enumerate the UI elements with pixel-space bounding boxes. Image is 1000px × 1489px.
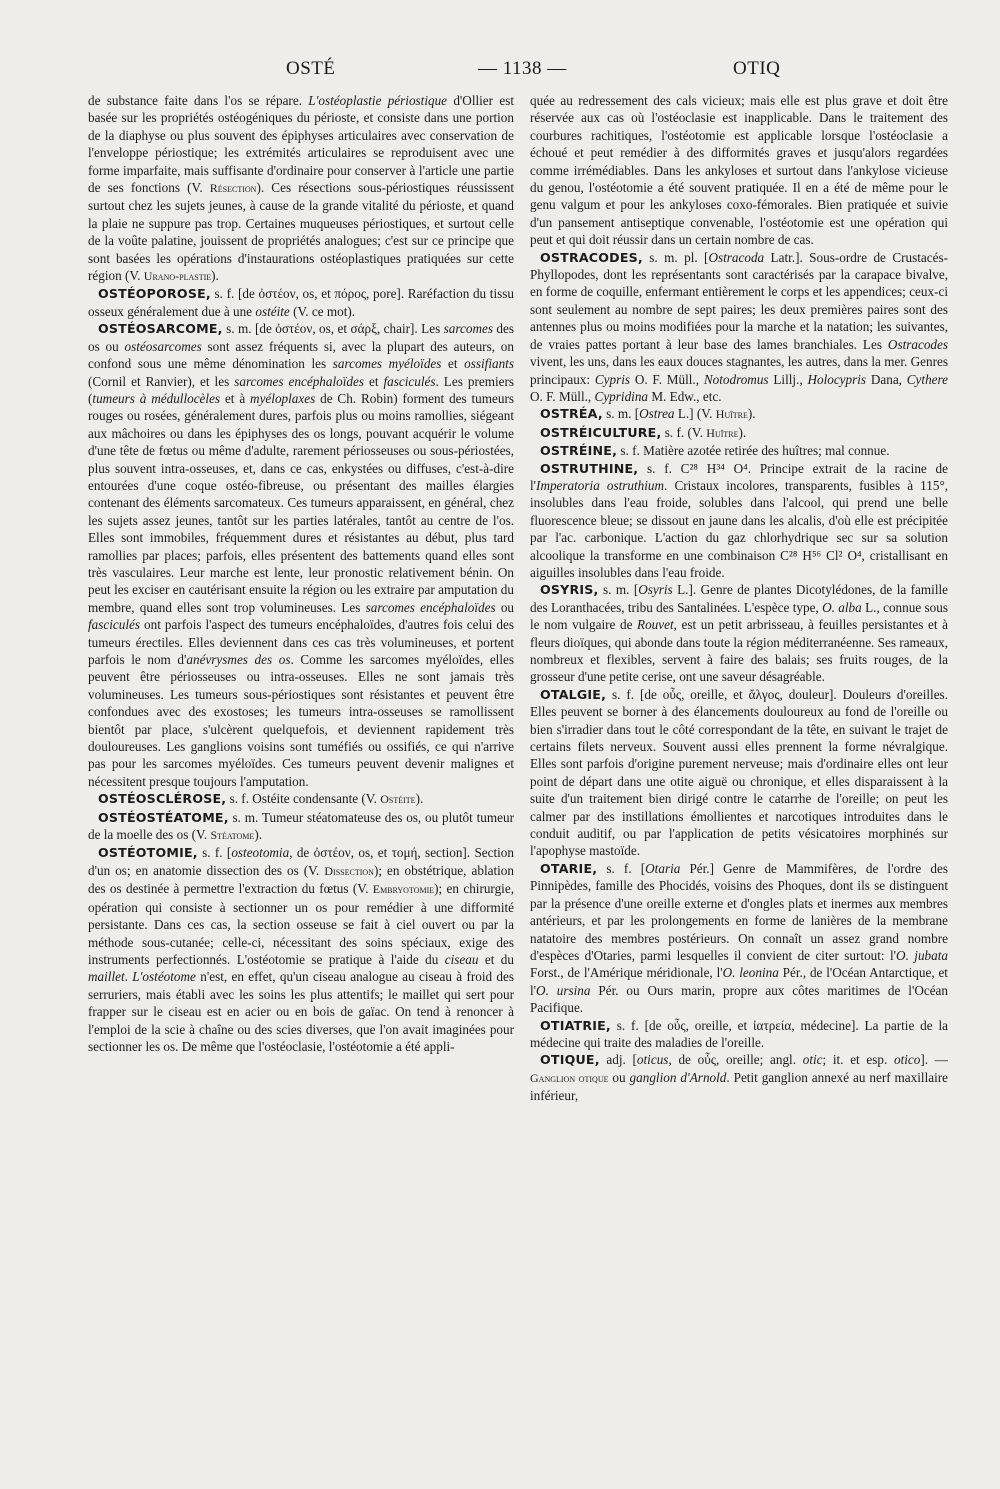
entry-text: adj. [	[599, 1052, 637, 1068]
italic-term: Imperatoria ostruthium	[536, 477, 665, 493]
entry-text: Pér. ou Ours marin, propre aux côtes maritimes de l'Océan Pacifique.	[530, 982, 948, 1016]
entry-text: s. f. C²⁸ H³⁴ O⁴. Principe extrait de la racine de l'	[530, 460, 948, 493]
italic-term: maillet	[88, 969, 125, 985]
entry-text: s. m. [	[602, 406, 640, 422]
entry-headword: OSTRÉA,	[540, 406, 603, 422]
header-left-guide-word: OSTÉ	[286, 58, 336, 79]
italic-term: Holocypris	[807, 371, 867, 387]
entry-headword: OSTÉOPOROSE,	[98, 286, 211, 302]
entry-text: s. f. [	[197, 845, 232, 861]
italic-term: Cypridina	[594, 388, 649, 404]
dictionary-entry	[88, 92, 514, 285]
entry-text: ). Ces résections sous-périostiques réussissent surtout chez les sujets jeunes, à cause de la grande vitalité du périoste, et quand la plaie ne suppure pas trop. Certaines muqueuses périostiques, et surtout celle de la voûte palatine, jouissent de propriétés analogues; c'est sur ce principe que sont basées les opérations d'instaurations ostéoplastiques pratiquées sur cette région (V.	[88, 180, 514, 284]
entry-text: et	[363, 373, 384, 389]
cross-reference: Huître	[715, 407, 748, 422]
italic-term: fasciculés	[88, 617, 141, 633]
italic-term: sarcomes encéphaloïdes	[234, 373, 364, 389]
cross-reference: Résection	[209, 181, 257, 196]
dictionary-entry	[530, 424, 948, 442]
entry-text: Pér., de l'Océan Antarctique, et l'	[530, 965, 948, 998]
dictionary-entry	[530, 405, 948, 423]
italic-term: sarcomes encéphaloïdes	[365, 599, 496, 615]
entry-text: , de ὀστέον, os, et τομή, section]. Section d'un os; en anatomie dissection des os (V.	[88, 845, 514, 878]
page-number: — 1138 —	[478, 58, 567, 79]
dictionary-entry	[88, 790, 514, 808]
entry-headword: OTALGIE,	[540, 686, 607, 702]
entry-text: . Les premiers (	[88, 373, 514, 406]
entry-text: quée au redressement des cals vicieux; mais elle est plus grave et doit être réservée aux cas où l'ostéoclasie est inapplicable. Dans le traitement des courbures rachitiques, l'ostéotomie est applicable lorsque l'ostéoclasie a échoué et peut remédier à des difformités graves et jusqu'alors regardées comme irrémédiables. Dans les ankyloses et surtout dans l'ankylose vicieuse du genou, l'ostéotomie a été souvent pratiquée. Il en a été de même pour le genu valgum et pour les ankyloses coxo-fémorales. Bien pratiquée et suivie d'un pansement antiseptique convenable, l'ostéotomie est une opération qui peut et qui doit réussir dans un certain nombre de cas.	[530, 93, 948, 248]
italic-term: ostéosarcomes	[124, 338, 202, 354]
entry-text: s. m. [	[598, 582, 639, 598]
entry-text: et du	[478, 951, 514, 967]
dictionary-entry	[530, 686, 948, 860]
entry-text: (V. ce mot).	[289, 303, 356, 319]
italic-term: ciseau	[444, 951, 479, 967]
italic-term: tumeurs à médullocèles	[92, 390, 221, 406]
italic-term: Otaria	[645, 860, 681, 876]
entry-text: n'est, en effet, qu'un ciseau analogue au ciseau à froid des serruriers, mais établi avec les soins les plus attentifs; le maillet qui sert pour frapper sur le ciseau est en acier ou en bois de gaïac. On tend à renoncer à l'emploi de la scie à chaîne ou des scies diverses, que l'on avait imaginées pour sectionner les os. De même que l'ostéoclasie, l'ostéotomie a été appli-	[88, 969, 514, 1054]
cross-reference: Ganglion otique	[530, 1070, 609, 1085]
entry-text: de substance faite dans l'os se répare.	[88, 93, 309, 108]
entry-text: , est un petit arbrisseau, à feuilles persistantes et à fleurs dioïques, qui abonde dans toute la région méditerranéenne. Ses rameaux, nombreux et flexibles, servent à faire des balais; ses fruits rouges, de la grosseur d'une petite cerise, ont une saveur désagréable.	[530, 617, 948, 685]
entry-text: (Cornil et Ranvier), et les	[88, 373, 235, 389]
entry-text: s. f. [de ὀστέον, os, et πόρος, pore]. Raréfaction du tissu osseux généralement due à une	[88, 286, 514, 319]
italic-term: fasciculés	[383, 373, 436, 389]
entry-text: ; it. et esp.	[822, 1052, 895, 1068]
dictionary-entry	[530, 1017, 948, 1052]
entry-text: Forst., de l'Amérique méridionale, l'	[530, 965, 723, 981]
dictionary-entry	[530, 581, 948, 685]
italic-term: oticus	[636, 1052, 669, 1068]
right-column	[530, 92, 948, 1105]
entry-text: Latr.]. Sous-ordre de Crustacés-Phyllopodes, dont les représentants sont caractérisés par la carapace bivalve, en forme de coquille, enfermant entièrement le corps et les appendices; ceux-ci sont seulement au nombre de sept paires; les deux premières paires sont des antennes plus ou moins modifiées pour la marche et la natation; les suivantes, de vraies pattes portant à leur base des lames branchiales. Les	[530, 249, 948, 352]
italic-term: otico	[894, 1052, 921, 1068]
dictionary-entry	[530, 92, 948, 249]
entry-headword: OSYRIS,	[540, 582, 599, 598]
entry-headword: OTIQUE,	[540, 1052, 600, 1068]
entry-text: ).	[211, 268, 219, 284]
italic-term: Cythere	[906, 371, 949, 387]
entry-text: s. f. [	[597, 860, 646, 876]
running-header	[88, 58, 948, 88]
entry-text: d'Ollier est basée sur les propriétés ostéogéniques du périoste, et consiste dans une portion de la diaphyse ou plus souvent des épiphyses articulaires avec conservation de l'enveloppe périostique; les extrémités articulaires se reproduisent avec une forme imparfaite, mais suffisante d'ordinaire pour conserver à l'article une partie de ses fonctions (V.	[88, 93, 514, 196]
entry-text: L.]. Genre de plantes Dicotylédones, de la famille des Loranthacées, tribu des Santalinées. L'espèce type,	[530, 582, 949, 615]
entry-text: Lillj.,	[768, 371, 808, 387]
entry-headword: OSTRACODES,	[540, 249, 643, 265]
italic-term: Notodromus	[703, 371, 769, 387]
italic-term: O. jubata	[896, 947, 948, 963]
entry-headword: OSTRÉICULTURE,	[540, 424, 662, 440]
dictionary-entry	[530, 442, 948, 459]
italic-term: sarcomes myéloïdes	[332, 356, 442, 372]
entry-text: s. f. [de οὖς, oreille, et ἰατρεία, médecine]. La partie de la médecine qui traite des maladies de l'oreille.	[530, 1017, 948, 1050]
entry-text: ).	[747, 406, 756, 422]
entry-text: s. f. Matière azotée retirée des huîtres; mal connue.	[617, 443, 890, 459]
italic-term: Ostracodes	[887, 336, 948, 352]
entry-text: ou	[608, 1069, 630, 1085]
entry-headword: OSTÉOSARCOME,	[98, 321, 223, 337]
italic-term: osteotomia	[231, 845, 290, 861]
header-right-guide-word: OTIQ	[733, 58, 781, 79]
cross-reference: Urano-plastie	[143, 269, 212, 284]
entry-headword: OTARIE,	[540, 860, 598, 876]
entry-text: . Comme les sarcomes myéloïdes, elles peuvent être périosseuses ou intra-osseuses. Elles ne sont jamais très volumineuses. Les tumeurs sous-périostiques sont résistantes et peuvent être confondues avec des exostoses; les tumeurs intra-osseuses se ramollissent bientôt par place, s'ulcèrent quelquefois, et deviennent rapidement très douloureuses. Les ganglions voisins sont tuméfiés ou ossifiés, ce qui n'arrive pas pour les sarcomes myéloïdes. Ces tumeurs peuvent devenir malignes et nécessitent presque toujours l'amputation.	[88, 652, 514, 789]
dictionary-entry	[530, 460, 948, 582]
italic-term: O. leonina	[722, 965, 779, 981]
entry-text: . Cristaux incolores, transparents, fusibles à 115°, insolubles dans l'eau froide, solubles dans l'alcool, qui prend une belle fluorescence bleue; se dissout en jaune dans les alcalis, d'où elle est précipitée par l'ac. carbonique. L'action du gaz chlorhydrique sec sur sa solution alcoolique la transforme en une combinaison C²⁸ H⁵⁶ Cl² O⁴, cristallisant en aiguilles insolubles dans l'eau froide.	[530, 477, 949, 580]
entry-text: s. f. [de οὖς, oreille, et ἄλγος, douleur]. Douleurs d'oreilles. Elles peuvent se borner à des élancements douloureux au fond de l'oreille ou bien s'irradier dans tout le côté correspondant de la tête, en suivant le trajet de certains filets nerveux. Souvent aussi elles prennent la forme névralgique. Elles sont parfois d'origine purement nerveuse; mais d'ordinaire elles ont leur point de départ dans une otite aiguë ou chronique, et elles disparaissent à la suite d'un traitement bien dirigé contre le catarrhe de l'oreille; on peut les calmer par des instillations émollientes et narcotiques introduites dans le conduit auditif, ou par l'application de petits vésicatoires morphinés sur l'apophyse mastoïde.	[530, 686, 948, 859]
entry-text: Pér.] Genre de Mammifères, de l'ordre des Pinnipèdes, famille des Phocidés, voisins des Phoques, dont ils se distinguent par la présence d'une oreille externe et d'ongles plats et inermes aux membres antérieurs, et par les prolongements en forme de lanières de la membrane natatoire des membres postérieurs. On connaît un assez grand nombre d'espèces d'Otaries, parmi lesquelles il convient de citer surtout: l'	[530, 860, 948, 963]
cross-reference: Huître	[706, 425, 739, 440]
entry-text: s. f. (V.	[661, 424, 707, 440]
italic-term: ostéite	[255, 303, 290, 319]
entry-text: , de οὖς, oreille; angl.	[668, 1052, 803, 1068]
entry-text: ).	[738, 424, 747, 440]
entry-text: .	[124, 969, 133, 985]
cross-reference: Ostéite	[380, 792, 416, 807]
entry-text: et	[441, 356, 465, 372]
italic-term: otic	[802, 1052, 823, 1068]
italic-term: anévrysmes des os	[186, 652, 291, 667]
italic-term: sarcomes	[443, 321, 493, 337]
italic-term: Ostracoda	[708, 249, 765, 265]
left-column	[88, 92, 514, 1055]
italic-term: O. alba	[822, 599, 862, 615]
dictionary-entry	[88, 285, 514, 320]
italic-term: Osyris	[638, 582, 673, 598]
entry-text: . Petit ganglion annexé au nerf maxillaire inférieur,	[530, 1069, 949, 1104]
dictionary-entry	[530, 860, 948, 1017]
dictionary-entry	[530, 249, 948, 406]
entry-text: ]. —	[920, 1052, 948, 1068]
dictionary-entry	[530, 1051, 948, 1104]
italic-term: myéloplaxes	[250, 390, 316, 406]
entry-text: O. F. Müll.,	[630, 371, 704, 387]
italic-term: O. ursina	[536, 982, 591, 998]
entry-headword: OSTÉOSCLÉROSE,	[98, 791, 227, 807]
entry-headword: OSTRUTHINE,	[540, 460, 639, 476]
entry-text: ); en chirurgie, opération qui consiste à sectionner un os pour remédier à une difformité persistante. Dans ces cas, la section osseuse se fait à ciel ouvert ou par la méthode sous-cutanée; celle-ci, nécessitant des soins spéciaux, exige des instruments perfectionnés. L'ostéotomie se pratique à l'aide du	[88, 881, 514, 967]
italic-term: Cypris	[594, 371, 631, 387]
entry-text: vivent, les uns, dans les eaux douces stagnantes, les autres, dans la mer. Genres principaux:	[530, 354, 948, 387]
entry-text: et à	[220, 390, 251, 406]
italic-term: ossifiants	[464, 356, 514, 372]
cross-reference: Dissection	[324, 863, 374, 878]
entry-headword: OSTÉOTOMIE,	[98, 845, 198, 861]
entry-text: sont assez fréquents si, avec la plupart des auteurs, on confond sous une même dénomination les	[88, 338, 514, 372]
entry-text: s. m. [de ὀστέον, os, et σάρξ, chair]. Les	[222, 321, 444, 337]
entry-text: des os ou	[88, 321, 514, 354]
dictionary-entry	[88, 320, 514, 790]
dictionary-entry	[88, 809, 514, 845]
cross-reference: Stéatome	[210, 828, 255, 843]
entry-text: s. m. Tumeur stéatomateuse des os, ou plutôt tumeur de la moelle des os (V.	[88, 809, 514, 843]
entry-text: L., connue sous le nom vulgaire de	[530, 599, 948, 633]
cross-reference: Embryotomie	[372, 882, 435, 897]
entry-text: s. f. Ostéite condensante (V.	[226, 791, 381, 807]
entry-text: ); en obstétrique, ablation des os destinée à permettre l'extraction du fœtus (V.	[88, 862, 514, 897]
entry-text: s. m. pl. [	[642, 249, 709, 265]
entry-headword: OTIATRIE,	[540, 1017, 611, 1033]
italic-term: Rouvet	[637, 617, 674, 633]
dictionary-entry	[88, 844, 514, 1055]
entry-text: ont parfois l'aspect des tumeurs encéphaloïdes, d'autres fois celui des tumeurs érectiles. Elles deviennent dans ces cas très volumineuses, et portent parfois le nom d'	[88, 617, 514, 667]
italic-term: Ostrea	[639, 406, 675, 422]
entry-text: Dana,	[866, 371, 907, 387]
entry-headword: OSTÉOSTÉATOME,	[98, 809, 229, 825]
italic-term: ganglion d'Arnold	[629, 1069, 727, 1085]
entry-text: de Ch. Robin) forment des tumeurs rouges ou rosées, généralement dures, parfois plus ou moins ramollies, siégeant aux mâchoires ou dans les épiphyses des os longs, pouvant acquérir le volume d'une tête de fœtus ou même d'adulte, rarement périosseuses ou sous-périostées, plus souvent intra-osseuses, et, dans ce cas, enkystées ou diffuses, c'est-à-dire entourées d'une coque ostéo-fibreuse, ou présentant des mailles élargies contenant des éléments sarcomateux. Ces tumeurs apparaissent, en général, chez les sujets assez jeunes, tantôt sur les parties latérales, tantôt au centre de l'os. Elles sont immobiles, fréquemment dures et résistantes au début, plus tard ramollies par places; parfois, elles présentent des battements quand elles sont très vasculaires. Leur marche est lente, leur pronostic relativement bénin. On peut les exciser en cautérisant ensuite la région ou les extraire par amputation du membre, quand elles sont trop volumineuses. Les	[88, 390, 515, 615]
italic-term: L'ostéotome	[132, 969, 196, 985]
italic-term: L'ostéoplastie périostique	[308, 93, 448, 108]
entry-text: O. F. Müll.,	[530, 388, 595, 404]
entry-text: ).	[415, 791, 424, 807]
entry-text: L.] (V.	[674, 406, 716, 422]
entry-text: ).	[254, 827, 263, 843]
entry-headword: OSTRÉINE,	[540, 443, 618, 459]
entry-text: M. Edw., etc.	[648, 388, 722, 404]
entry-text: ou	[495, 599, 515, 615]
